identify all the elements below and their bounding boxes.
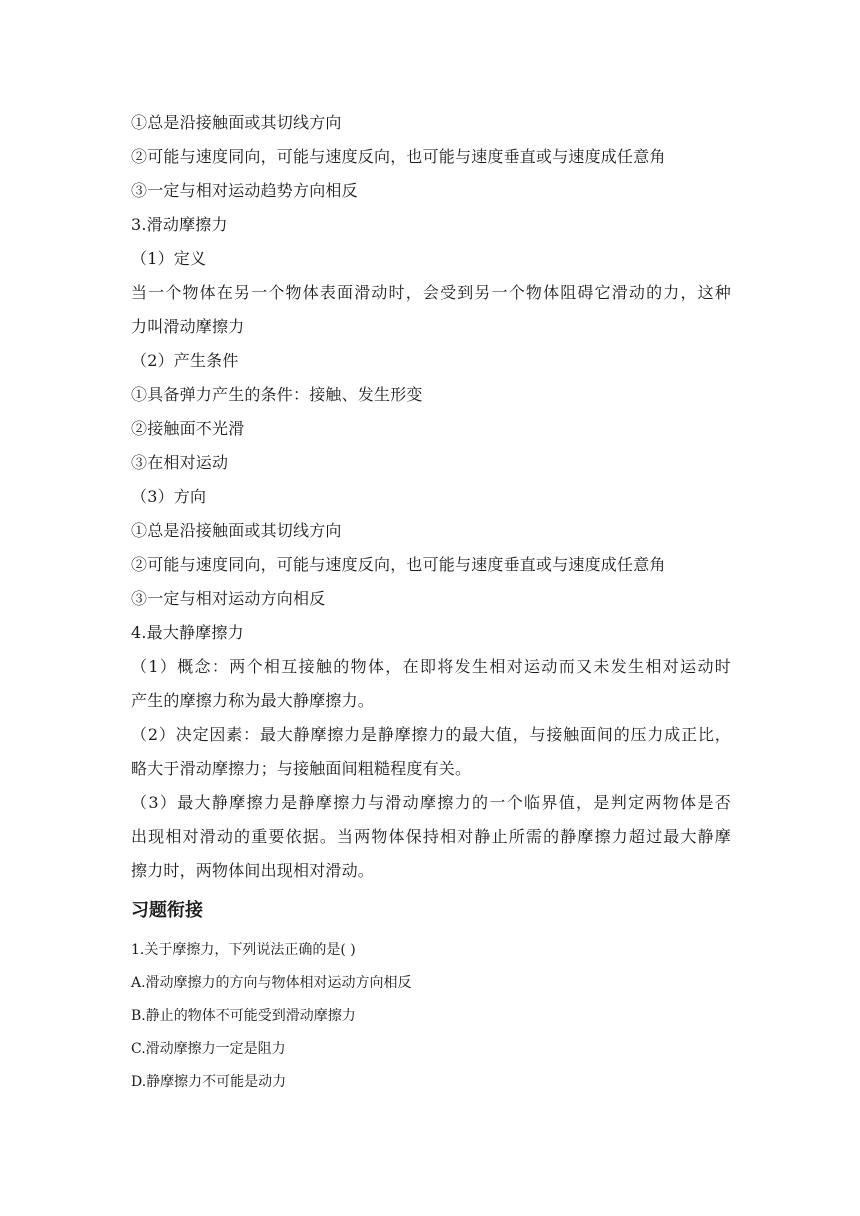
- body-line: 当一个物体在另一个物体表面滑动时，会受到另一个物体阻碍它滑动的力，这种: [131, 283, 731, 302]
- exercise-section-title: 习题衔接: [131, 900, 203, 921]
- section-heading-max-static-friction: 4.最大静摩擦力: [131, 623, 244, 642]
- section-heading-sliding-friction: 3.滑动摩擦力: [131, 215, 228, 234]
- question-stem: 1.关于摩擦力，下列说法正确的是( ): [131, 942, 356, 958]
- question-option-c: C.滑动摩擦力一定是阻力: [131, 1041, 286, 1057]
- body-line: 略大于滑动摩擦力；与接触面间粗糙程度有关。: [131, 759, 472, 778]
- body-line: ①总是沿接触面或其切线方向: [131, 521, 342, 540]
- body-line: （1）概念：两个相互接触的物体，在即将发生相对运动而又未发生相对运动时: [131, 657, 731, 676]
- question-option-d: D.静摩擦力不可能是动力: [131, 1074, 287, 1090]
- subheading-conditions: （2）产生条件: [131, 351, 239, 370]
- body-line: ②可能与速度同向，可能与速度反向，也可能与速度垂直或与速度成任意角: [131, 147, 666, 166]
- body-line: 出现相对滑动的重要依据。当两物体保持相对静止所需的静摩擦力超过最大静摩: [131, 827, 731, 846]
- body-line: ③一定与相对运动趋势方向相反: [131, 181, 358, 200]
- document-page: [131, 106, 731, 1099]
- body-line: 产生的摩擦力称为最大静摩擦力。: [131, 691, 375, 710]
- body-line: ①总是沿接触面或其切线方向: [131, 113, 342, 132]
- body-line: （2）决定因素：最大静摩擦力是静摩擦力的最大值，与接触面间的压力成正比，: [131, 725, 731, 744]
- body-line: ①具备弹力产生的条件：接触、发生形变: [131, 385, 423, 404]
- body-line: ②可能与速度同向，可能与速度反向，也可能与速度垂直或与速度成任意角: [131, 555, 666, 574]
- body-line: ③在相对运动: [131, 453, 229, 472]
- body-line: ②接触面不光滑: [131, 419, 245, 438]
- question-option-a: A.滑动摩擦力的方向与物体相对运动方向相反: [131, 975, 412, 991]
- question-option-b: B.静止的物体不可能受到滑动摩擦力: [131, 1008, 356, 1024]
- subheading-direction: （3）方向: [131, 487, 207, 506]
- subheading-definition: （1）定义: [131, 249, 207, 268]
- body-line: ③一定与相对运动方向相反: [131, 589, 326, 608]
- body-line: （3）最大静摩擦力是静摩擦力与滑动摩擦力的一个临界值，是判定两物体是否: [131, 793, 731, 812]
- body-line: 力叫滑动摩擦力: [131, 317, 245, 336]
- body-line: 擦力时，两物体间出现相对滑动。: [131, 861, 375, 880]
